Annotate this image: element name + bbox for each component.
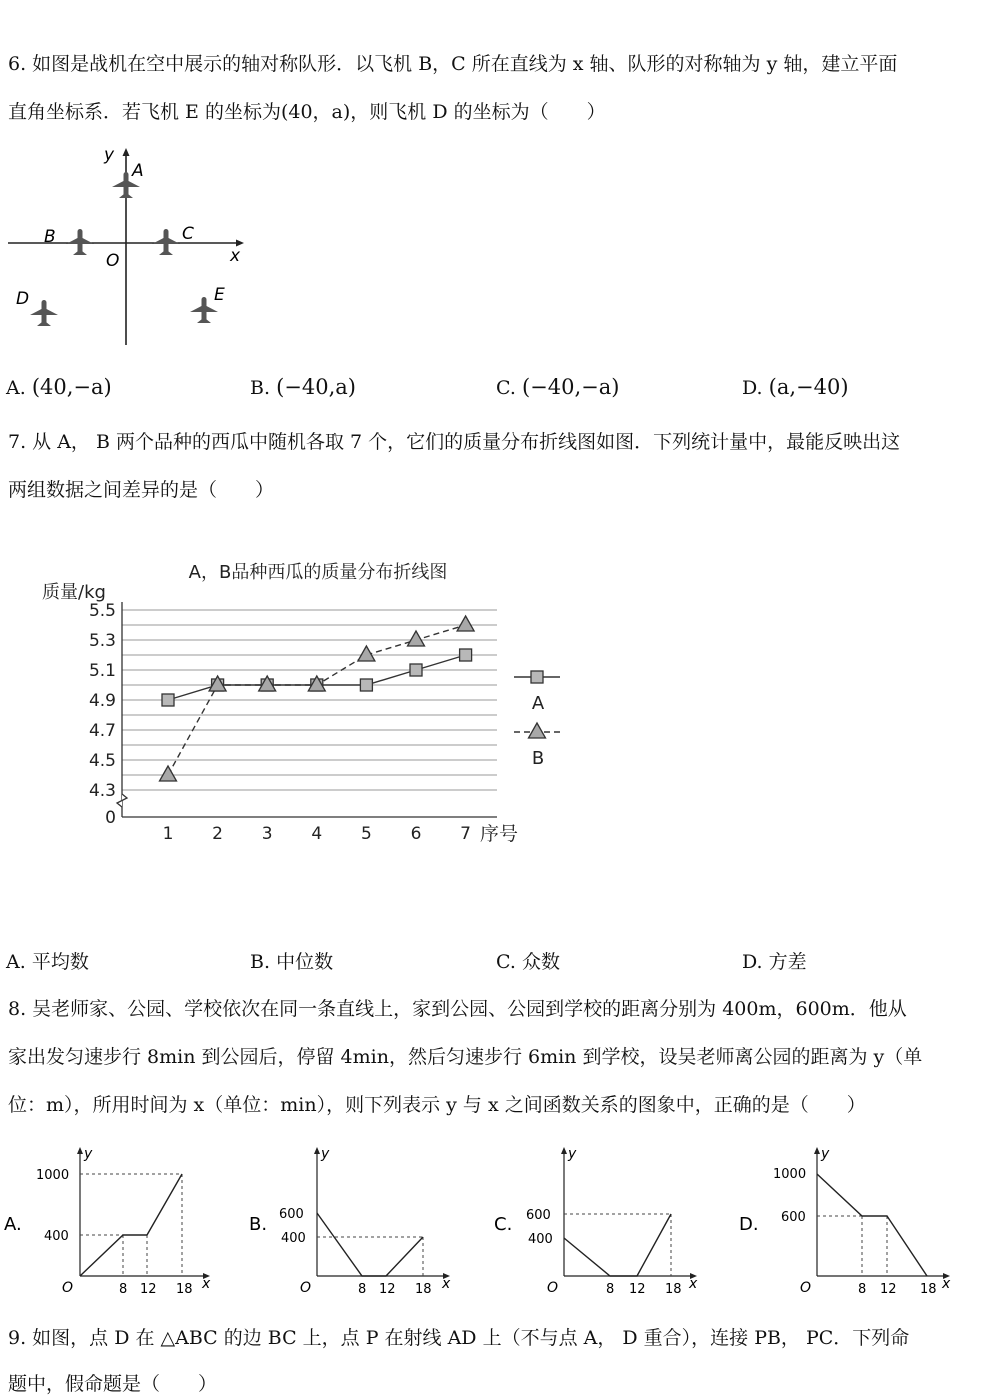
axis-y-label: y <box>321 1146 330 1162</box>
q7-option-d[interactable] <box>742 950 807 974</box>
q8-text-line1: 8. 吴老师家、公园、学校依次在同一条直线上，家到公园、公园到学校的距离分别为 400m，600m．他从 <box>8 998 907 1020</box>
q8-graph-d[interactable] <box>735 1140 975 1305</box>
axis-x-label: x <box>202 1276 211 1292</box>
q6-label-y: y <box>104 145 115 165</box>
svg-text:8: 8 <box>358 1282 367 1297</box>
option-letter: A. <box>6 377 26 399</box>
q6-option-c[interactable] <box>496 375 619 400</box>
origin-label: O <box>300 1280 312 1296</box>
svg-text:400: 400 <box>44 1229 69 1244</box>
svg-text:12: 12 <box>629 1282 646 1297</box>
svg-text:18: 18 <box>920 1282 937 1297</box>
q7-text-line2: 两组数据之间差异的是（ ） <box>8 479 275 501</box>
q6-label-c: C <box>182 224 194 244</box>
option-letter: D. <box>742 377 763 399</box>
q8-graph-c[interactable] <box>490 1140 720 1305</box>
q6-text-line1: 6. 如图是战机在空中展示的轴对称队形．以飞机 B，C 所在直线为 x 轴、队形的对称轴为 y 轴，建立平面 <box>8 53 898 75</box>
x-tick-label: 6 <box>410 824 422 844</box>
axis-x-label: x <box>689 1276 698 1292</box>
series-B-point <box>358 646 375 661</box>
legend-B-marker <box>529 723 546 738</box>
y-tick-label: 4.3 <box>88 781 116 801</box>
svg-text:12: 12 <box>880 1282 897 1297</box>
axis-x-label: x <box>942 1276 951 1292</box>
y-tick-label: 5.5 <box>88 601 116 621</box>
graph-letter: C. <box>494 1214 513 1235</box>
series-B-point <box>160 766 177 781</box>
svg-text:400: 400 <box>281 1231 306 1246</box>
x-tick-label: 2 <box>212 824 224 844</box>
plane-c-icon <box>152 229 180 255</box>
axis-y-label: y <box>84 1146 93 1162</box>
option-letter: D. <box>742 951 763 973</box>
graph-letter: D. <box>739 1214 759 1235</box>
series-A-point <box>460 649 472 661</box>
svg-text:8: 8 <box>858 1282 867 1297</box>
option-text: 平均数 <box>31 951 89 973</box>
origin-label: O <box>62 1280 74 1296</box>
svg-text:600: 600 <box>526 1208 551 1223</box>
option-text: (−40,a) <box>276 375 356 399</box>
svg-text:600: 600 <box>781 1210 806 1225</box>
series-A-point <box>410 664 422 676</box>
option-text: (a,−40) <box>768 375 849 399</box>
svg-text:600: 600 <box>279 1207 304 1222</box>
q8-graph-a[interactable] <box>0 1140 230 1305</box>
q6-option-a[interactable] <box>6 375 112 400</box>
option-text: 众数 <box>521 951 560 973</box>
q6-text-line2: 直角坐标系．若飞机 E 的坐标为(40，a)，则飞机 D 的坐标为（ ） <box>8 101 606 123</box>
origin-label: O <box>547 1280 559 1296</box>
graph-letter: A. <box>4 1214 22 1235</box>
q8-text-line3: 位：m），所用时间为 x（单位：min），则下列表示 y 与 x 之间函数关系的图象中，正确的是（ ） <box>8 1094 866 1116</box>
x-tick-label: 3 <box>261 824 273 844</box>
q6-label-a: A <box>132 161 144 181</box>
q9-text-line2: 题中，假命题是（ ） <box>8 1373 218 1395</box>
legend-A-label: A <box>531 693 545 714</box>
q9-text-line1: 9. 如图，点 D 在 △ABC 的边 BC 上，点 P 在射线 AD 上（不与点 A， D 重合），连接 PB， PC．下列命 <box>8 1327 910 1349</box>
y-tick-label: 4.7 <box>88 721 116 741</box>
option-text: 方差 <box>768 951 807 973</box>
svg-text:8: 8 <box>606 1282 615 1297</box>
option-letter: C. <box>496 377 516 399</box>
q8-text-line2: 家出发匀速步行 8min 到公园后，停留 4min，然后匀速步行 6min 到学校，设吴老师离公园的距离为 y（单 <box>8 1046 923 1068</box>
option-text: (−40,−a) <box>521 375 620 399</box>
svg-text:18: 18 <box>415 1282 432 1297</box>
q6-option-d[interactable] <box>742 375 849 400</box>
x-tick-label: 7 <box>460 824 472 844</box>
q8-graph-b[interactable] <box>245 1140 475 1305</box>
y-tick-label: 4.9 <box>88 691 116 711</box>
axis-break <box>117 794 127 807</box>
q6-option-b[interactable] <box>250 375 356 400</box>
legend-B-label: B <box>531 748 545 769</box>
axis-y-label: y <box>821 1146 830 1162</box>
y-tick-label: 4.5 <box>88 751 116 771</box>
option-letter: C. <box>496 951 516 973</box>
q6-label-b: B <box>44 227 56 247</box>
q7-text-line1: 7. 从 A， B 两个品种的西瓜中随机各取 7 个，它们的质量分布折线图如图．下列统计量中，最能反映出这 <box>8 431 901 453</box>
graph-letter: B. <box>249 1214 268 1235</box>
q7-option-c[interactable] <box>496 950 560 974</box>
plane-b-icon <box>66 229 94 255</box>
y-tick-label: 5.1 <box>88 661 116 681</box>
svg-text:1000: 1000 <box>36 1168 70 1183</box>
axis-x-label: x <box>442 1276 451 1292</box>
chart-x-label: 序号 <box>480 823 519 845</box>
q7-option-b[interactable] <box>250 950 333 974</box>
x-tick-label: 1 <box>162 824 174 844</box>
axis-y-label: y <box>568 1146 577 1162</box>
legend-A-marker <box>531 671 543 683</box>
option-text: 中位数 <box>276 951 334 973</box>
option-letter: A. <box>6 951 26 973</box>
y-tick-label: 0 <box>105 808 116 828</box>
svg-text:18: 18 <box>176 1282 193 1297</box>
svg-text:1000: 1000 <box>773 1167 807 1182</box>
q6-label-d: D <box>16 289 30 309</box>
option-letter: B. <box>250 951 271 973</box>
q6-formation-figure <box>0 140 260 350</box>
svg-text:12: 12 <box>379 1282 396 1297</box>
q6-label-e: E <box>214 285 225 305</box>
plane-d-icon <box>30 300 58 326</box>
x-tick-label: 4 <box>311 824 323 844</box>
svg-text:12: 12 <box>140 1282 157 1297</box>
series-B-point <box>457 616 474 631</box>
y-tick-label: 5.3 <box>88 631 116 651</box>
chart-title: A，B品种西瓜的质量分布折线图 <box>188 562 448 583</box>
option-text: (40,−a) <box>31 375 112 399</box>
option-letter: B. <box>250 377 271 399</box>
origin-label: O <box>800 1280 812 1296</box>
series-A-point <box>162 694 174 706</box>
q7-line-chart <box>0 540 600 860</box>
series-B-point <box>408 631 425 646</box>
series-A-point <box>360 679 372 691</box>
svg-text:18: 18 <box>665 1282 682 1297</box>
svg-text:400: 400 <box>528 1232 553 1247</box>
q6-label-x: x <box>230 246 241 266</box>
x-tick-label: 5 <box>360 824 372 844</box>
chart-y-label: 质量/kg <box>42 582 106 603</box>
q6-label-o: O <box>106 251 120 271</box>
q7-option-a[interactable] <box>6 950 89 974</box>
svg-text:8: 8 <box>119 1282 128 1297</box>
